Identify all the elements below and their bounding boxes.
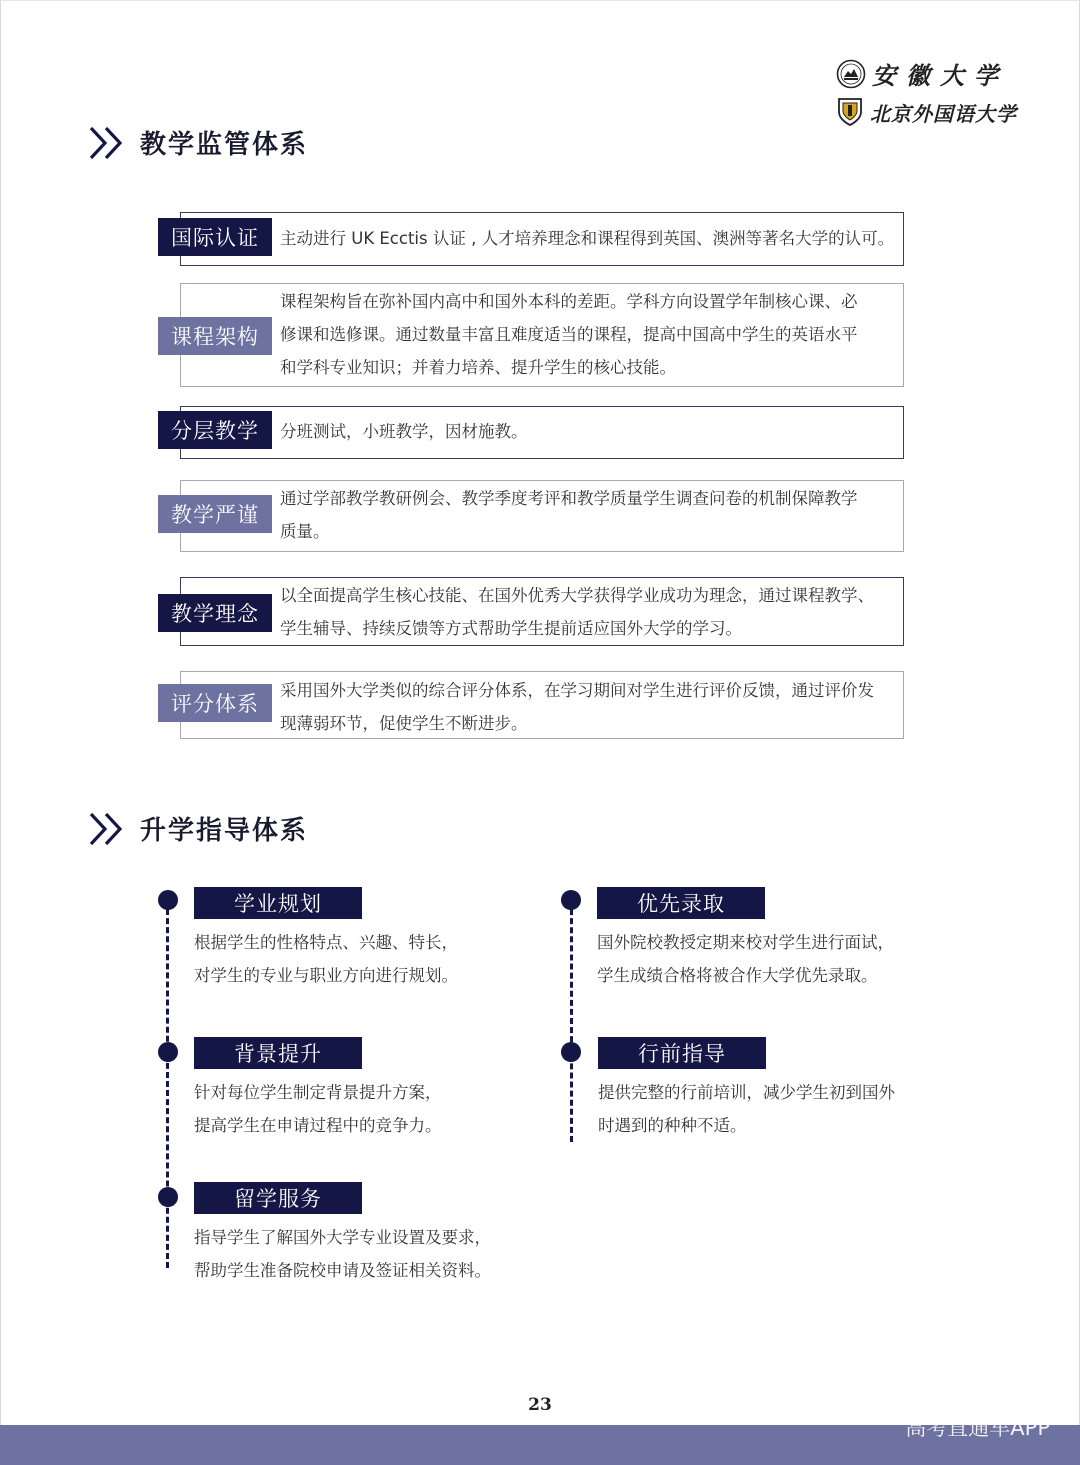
supervision-row: [158, 671, 904, 739]
text-line: 国外院校教授定期来校对学生进行面试，: [597, 933, 894, 952]
text-line: 指导学生了解国外大学专业设置及要求，: [194, 1228, 491, 1247]
guidance-text: [597, 926, 894, 992]
anhui-university-name: 安徽大学: [872, 61, 1008, 90]
guidance-label: 背景提升: [194, 1037, 362, 1069]
text-line: 现薄弱环节，促使学生不断进步。: [280, 714, 528, 733]
text-line: 以全面提高学生核心技能、在国外优秀大学获得学业成功为理念，通过课程教学、: [280, 586, 874, 605]
timeline-dot: [561, 890, 581, 910]
supervision-row: [158, 480, 904, 552]
bfsu-name: 北京外国语大学: [870, 101, 1017, 126]
bfsu-logo: [836, 96, 1017, 128]
section-header-guidance: [88, 810, 308, 847]
double-chevron-icon: [88, 811, 126, 847]
watermark-text: 高考直通车APP: [905, 1416, 1050, 1440]
bfsu-shield-icon: [836, 96, 864, 128]
supervision-label: 分层教学: [158, 411, 272, 449]
guidance-label: 学业规划: [194, 887, 362, 919]
supervision-label: 国际认证: [158, 218, 272, 256]
guidance-text: [194, 1076, 442, 1142]
supervision-text: [280, 482, 900, 548]
text-line: 时遇到的种种不适。: [598, 1116, 747, 1135]
section-title: 教学监管体系: [140, 130, 309, 160]
page-number: 23: [528, 1395, 552, 1415]
section-header-supervision: [88, 124, 308, 161]
supervision-label: 课程架构: [158, 317, 272, 355]
guidance-text: [598, 1076, 895, 1142]
double-chevron-icon: [88, 125, 126, 161]
supervision-row: [158, 212, 904, 266]
text-line: 修课和选修课。通过数量丰富且难度适当的课程，提高中国高中学生的英语水平: [280, 325, 858, 344]
timeline-dot: [158, 1187, 178, 1207]
supervision-text: [280, 579, 900, 645]
text-line: 分班测试，小班教学，因材施教。: [280, 422, 528, 441]
text-line: 课程架构旨在弥补国内高中和国外本科的差距。学科方向设置学年制核心课、必: [280, 292, 858, 311]
text-line: 根据学生的性格特点、兴趣、特长，: [194, 933, 458, 952]
timeline-left: [166, 900, 169, 1268]
supervision-text: [280, 285, 900, 384]
guidance-label: 优先录取: [597, 887, 765, 919]
anhui-university-emblem-icon: [836, 59, 866, 89]
text-line: 学生辅导、持续反馈等方式帮助学生提前适应国外大学的学习。: [280, 619, 742, 638]
text-line: 提高学生在申请过程中的竞争力。: [194, 1116, 442, 1135]
section-title: 升学指导体系: [140, 816, 309, 846]
text-line: 针对每位学生制定背景提升方案，: [194, 1083, 442, 1102]
supervision-text: [280, 415, 900, 448]
timeline-dot: [158, 1042, 178, 1062]
text-line: 质量。: [280, 522, 330, 541]
supervision-text: [280, 674, 900, 740]
supervision-row: [158, 283, 904, 387]
text-line: 主动进行 UK Ecctis 认证 , 人才培养理念和课程得到英国、澳洲等著名大学的认可。: [280, 229, 895, 248]
text-line: 通过学部教学教研例会、教学季度考评和教学质量学生调查问卷的机制保障教学: [280, 489, 858, 508]
supervision-text: [280, 222, 900, 255]
anhui-university-logo: [836, 56, 1008, 91]
text-line: 帮助学生准备院校申请及签证相关资料。: [194, 1261, 491, 1280]
supervision-label: 教学理念: [158, 594, 272, 632]
supervision-label: 教学严谨: [158, 495, 272, 533]
supervision-row: [158, 577, 904, 646]
timeline-dot: [561, 1042, 581, 1062]
guidance-label: 行前指导: [598, 1037, 766, 1069]
guidance-label: 留学服务: [194, 1182, 362, 1214]
supervision-label: 评分体系: [158, 684, 272, 722]
guidance-text: [194, 1221, 491, 1287]
timeline-dot: [158, 890, 178, 910]
guidance-text: [194, 926, 458, 992]
text-line: 对学生的专业与职业方向进行规划。: [194, 966, 458, 985]
text-line: 和学科专业知识；并着力培养、提升学生的核心技能。: [280, 358, 676, 377]
text-line: 采用国外大学类似的综合评分体系，在学习期间对学生进行评价反馈，通过评价发: [280, 681, 874, 700]
text-line: 提供完整的行前培训，减少学生初到国外: [598, 1083, 895, 1102]
text-line: 学生成绩合格将被合作大学优先录取。: [597, 966, 878, 985]
supervision-row: [158, 406, 904, 459]
timeline-right: [570, 900, 573, 1142]
